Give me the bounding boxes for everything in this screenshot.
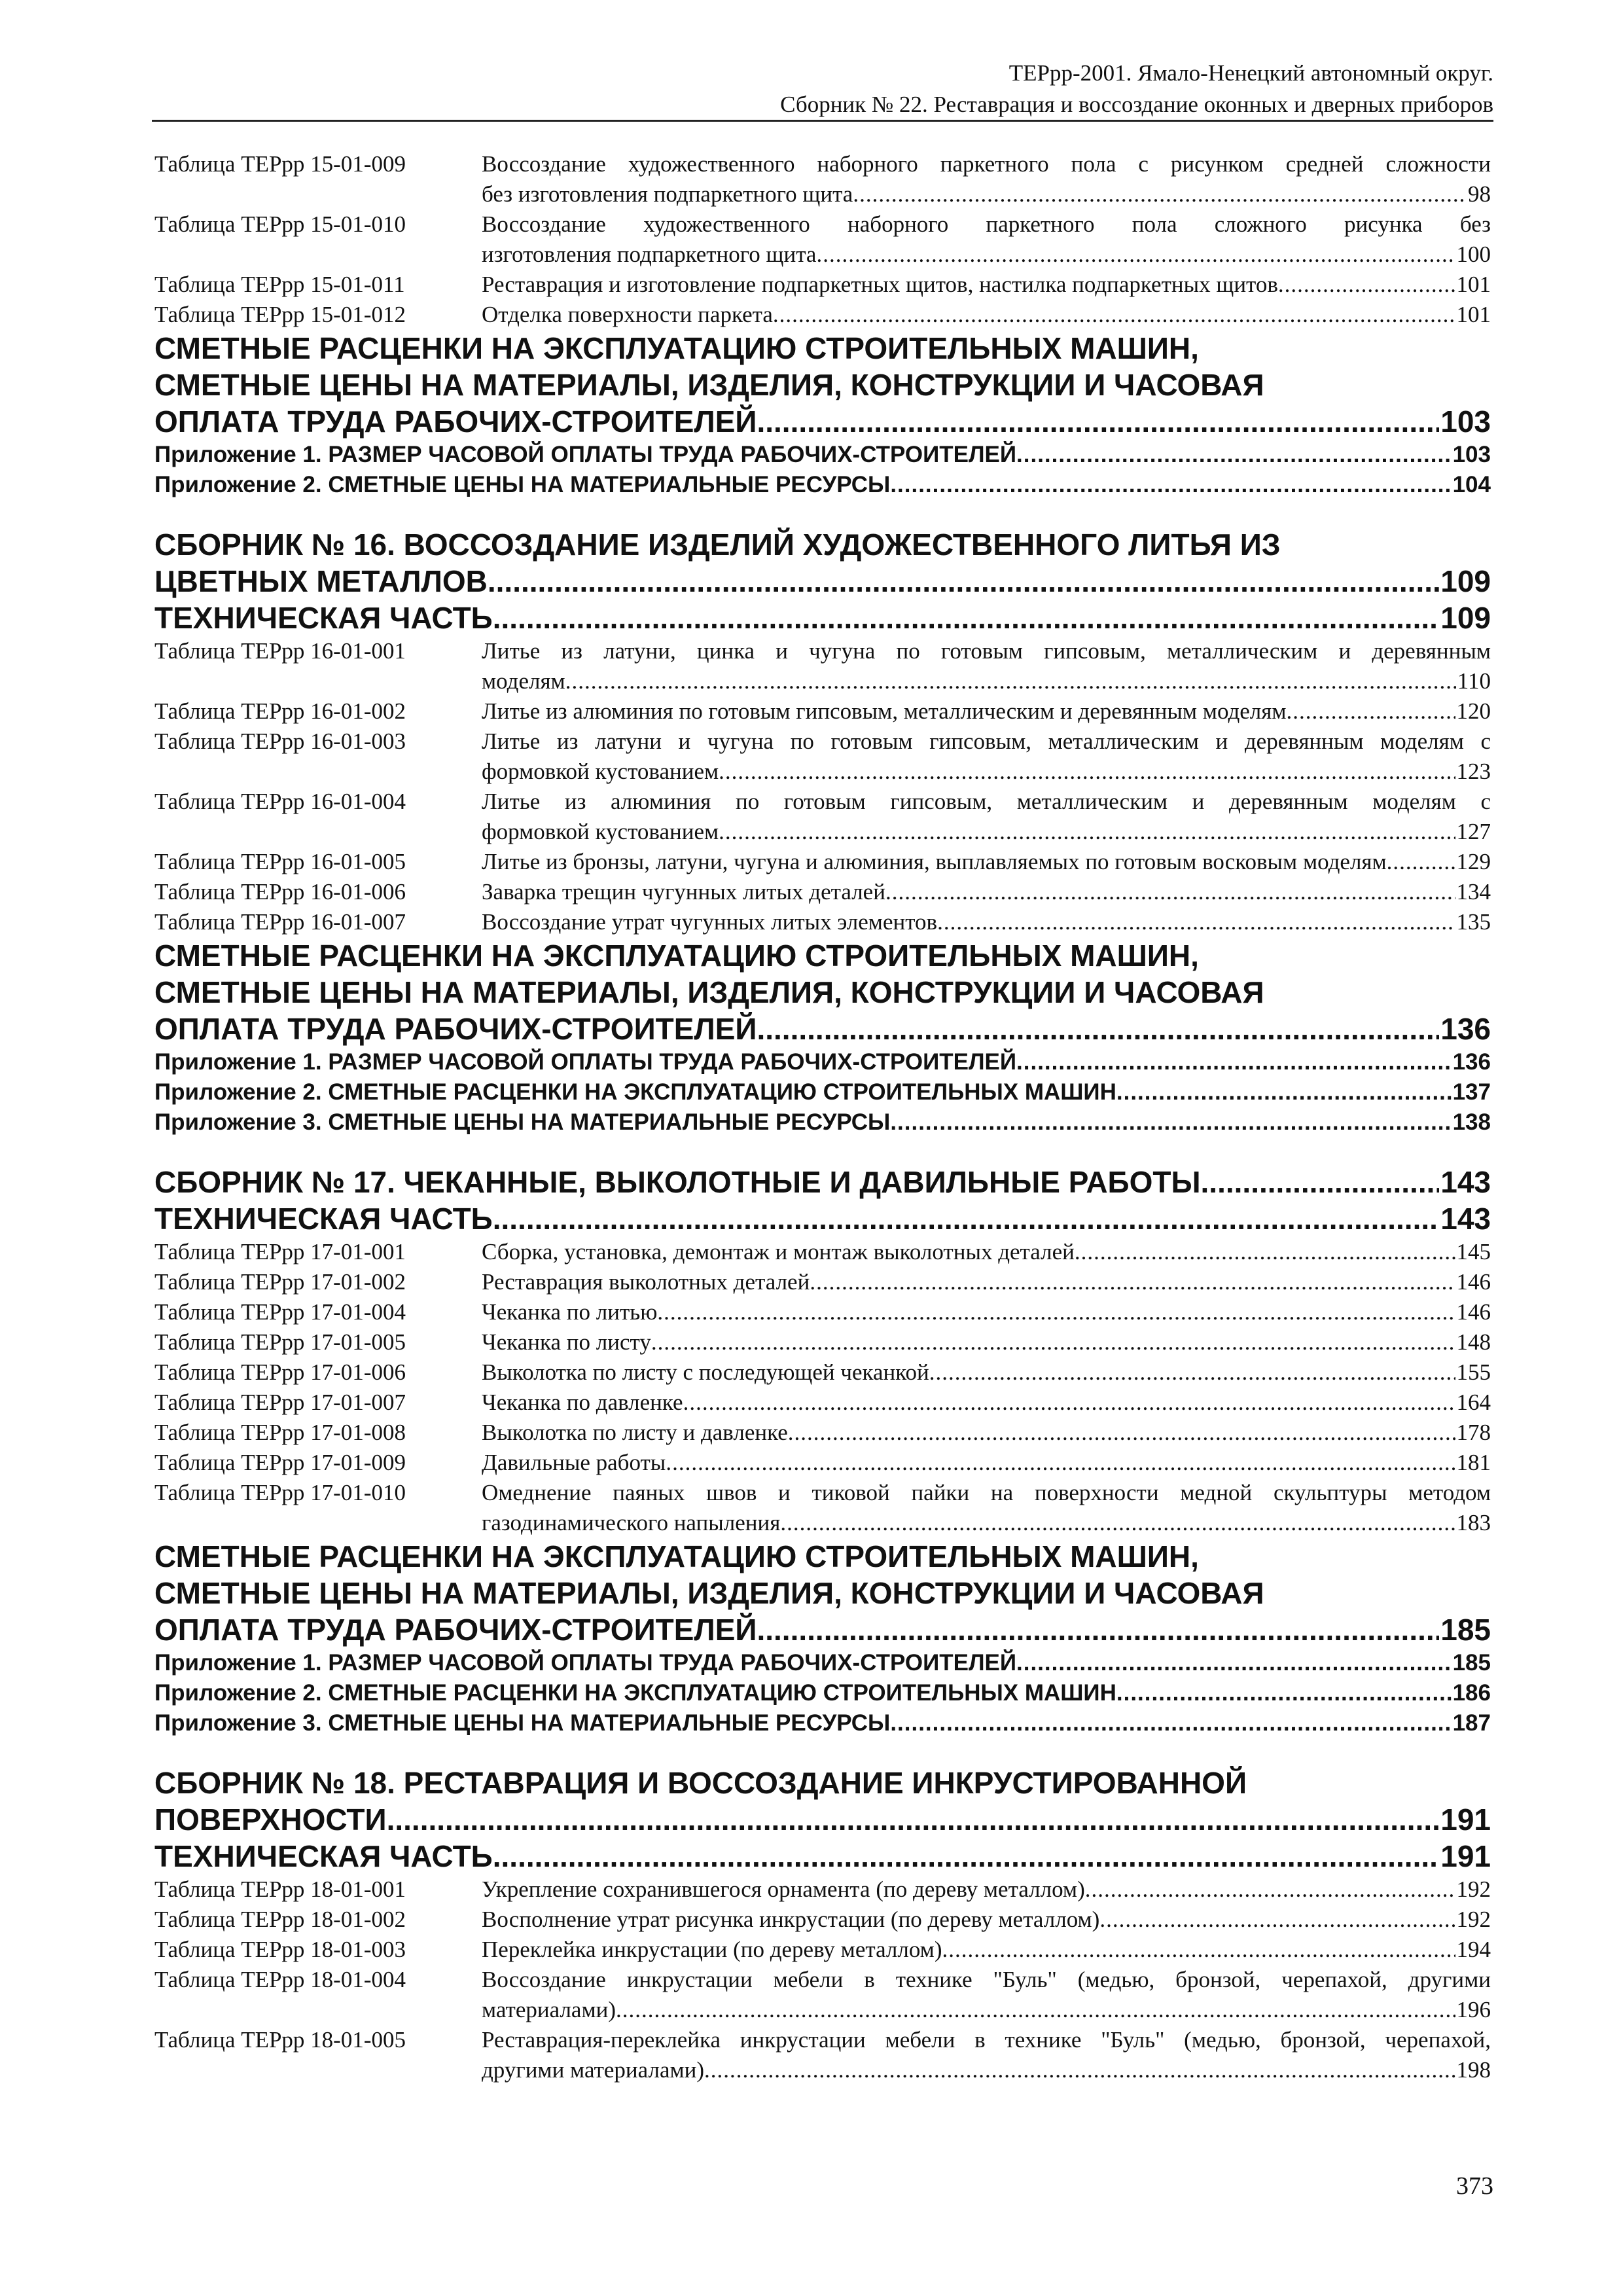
- section-heading-page: 103: [1440, 404, 1491, 439]
- collection-heading-text: ЦВЕТНЫХ МЕТАЛЛОВ: [154, 564, 488, 598]
- table-description: [482, 1237, 1491, 1267]
- table-title-page: 198: [1456, 2057, 1491, 2083]
- dot-leader: [719, 817, 1455, 847]
- table-title-text: Укрепление сохранившегося орнамента (по дереву металлом): [482, 1876, 1085, 1902]
- table-description: [482, 877, 1491, 907]
- appendix[interactable]: [154, 470, 1491, 500]
- table-code: Таблица ТЕРрр 16-01-006: [154, 879, 406, 905]
- toc-table-entry[interactable]: [154, 1297, 1491, 1327]
- dot-leader: [816, 240, 1455, 270]
- appendix-text: Приложение 1. РАЗМЕР ЧАСОВОЙ ОПЛАТЫ ТРУДА РАБОЧИХ-СТРОИТЕЛЕЙ: [154, 442, 1017, 467]
- appendix-page: 104: [1452, 472, 1491, 497]
- toc-table-entry[interactable]: [154, 1478, 1491, 1538]
- appendix-page: 186: [1452, 1680, 1491, 1706]
- dot-leader: [1099, 1905, 1455, 1935]
- table-description: [482, 1357, 1491, 1388]
- table-title-page: 98: [1468, 181, 1491, 207]
- appendix-text: Приложение 3. СМЕТНЫЕ ЦЕНЫ НА МАТЕРИАЛЬНЫЕ РЕСУРСЫ: [154, 1109, 891, 1135]
- dot-leader: [1116, 1077, 1452, 1107]
- table-title-page: 134: [1456, 879, 1491, 905]
- table-code: Таблица ТЕРрр 17-01-002: [154, 1269, 406, 1295]
- section-spacer: [154, 1738, 1491, 1765]
- table-title-text: моделям: [482, 668, 565, 694]
- collection-heading-page: 109: [1440, 564, 1491, 598]
- table-description: [482, 696, 1491, 726]
- section-heading-estimates: [154, 330, 1491, 440]
- table-title-text: Переклейка инкрустации (по дереву металлом): [482, 1937, 942, 1962]
- appendix-entry: [154, 1648, 1491, 1678]
- table-title[interactable]: [482, 1874, 1491, 1905]
- appendix-page: 103: [1452, 442, 1491, 467]
- appendix[interactable]: [154, 1077, 1491, 1107]
- table-title-text: Чеканка по давленке: [482, 1390, 683, 1415]
- technical-part-heading[interactable]: [154, 600, 1491, 636]
- dot-leader: [1016, 1047, 1452, 1077]
- toc-table-entry[interactable]: [154, 877, 1491, 907]
- page-number: 373: [1456, 2172, 1493, 2200]
- appendix-page: 137: [1452, 1079, 1491, 1105]
- table-title-text: Чеканка по литью: [482, 1299, 658, 1325]
- table-description: [482, 1874, 1491, 1905]
- table-of-contents: [154, 149, 1491, 2085]
- section-heading-line: СМЕТНЫЕ ЦЕНЫ НА МАТЕРИАЛЫ, ИЗДЕЛИЯ, КОНСТРУКЦИИ И ЧАСОВАЯ: [154, 1576, 1264, 1610]
- collection-heading-text: СБОРНИК № 17. ЧЕКАННЫЕ, ВЫКОЛОТНЫЕ И ДАВИЛЬНЫЕ РАБОТЫ: [154, 1165, 1201, 1199]
- appendix-page: 136: [1452, 1049, 1491, 1075]
- table-description: [482, 726, 1491, 787]
- dot-leader: [1387, 847, 1455, 877]
- table-description: [482, 907, 1491, 937]
- section-heading[interactable]: [154, 1011, 1491, 1047]
- table-title-text: Реставрация и изготовление подпаркетных щитов, настилка подпаркетных щитов: [482, 272, 1278, 297]
- table-title-page: 196: [1456, 1997, 1491, 2022]
- table-code: Таблица ТЕРрр 15-01-011: [154, 272, 405, 297]
- table-code: Таблица ТЕРрр 16-01-003: [154, 728, 406, 754]
- table-title-page: 101: [1456, 302, 1491, 327]
- toc-table-entry[interactable]: [154, 1267, 1491, 1297]
- technical-part-heading: [154, 1838, 1491, 1874]
- table-code: Таблица ТЕРрр 17-01-008: [154, 1420, 406, 1445]
- table-title-page: 146: [1456, 1299, 1491, 1325]
- dot-leader: [780, 1508, 1455, 1538]
- section-heading-text: ОПЛАТА ТРУДА РАБОЧИХ-СТРОИТЕЛЕЙ: [154, 1613, 757, 1647]
- appendix-entry: [154, 1107, 1491, 1138]
- technical-part-heading-page: 143: [1440, 1202, 1491, 1236]
- appendix-page: 187: [1452, 1710, 1491, 1736]
- table-title-page: 135: [1456, 909, 1491, 935]
- dot-leader: [788, 1418, 1455, 1448]
- table-code: Таблица ТЕРрр 17-01-005: [154, 1329, 406, 1355]
- dot-leader: [1016, 1648, 1452, 1678]
- dot-leader: [942, 1935, 1455, 1965]
- table-title-page: 101: [1456, 272, 1491, 297]
- section-spacer: [154, 1138, 1491, 1164]
- dot-leader: [810, 1267, 1455, 1297]
- section-heading-estimates: [154, 1538, 1491, 1648]
- dot-leader: [666, 1448, 1455, 1478]
- table-title[interactable]: [482, 877, 1491, 907]
- appendix[interactable]: [154, 1107, 1491, 1138]
- appendix-text: Приложение 3. СМЕТНЫЕ ЦЕНЫ НА МАТЕРИАЛЬНЫЕ РЕСУРСЫ: [154, 1710, 891, 1736]
- table-code: Таблица ТЕРрр 17-01-001: [154, 1239, 406, 1265]
- table-title-text: Литье из алюминия по готовым гипсовым, металлическим и деревянным моделям: [482, 698, 1287, 724]
- technical-part-heading-page: 109: [1440, 601, 1491, 635]
- dot-leader: [616, 1995, 1455, 2025]
- table-description: [482, 1478, 1491, 1538]
- collection-heading-page: 143: [1440, 1165, 1491, 1199]
- dot-leader: [757, 1011, 1439, 1047]
- table-title-text: Заварка трещин чугунных литых деталей: [482, 879, 885, 905]
- table-title-text: Давильные работы: [482, 1450, 666, 1475]
- table-description: [482, 300, 1491, 330]
- table-title-page: 100: [1456, 242, 1491, 267]
- table-title-page: 181: [1456, 1450, 1491, 1475]
- technical-part-heading-text: ТЕХНИЧЕСКАЯ ЧАСТЬ: [154, 1202, 493, 1236]
- dot-leader: [719, 757, 1455, 787]
- table-code: Таблица ТЕРрр 15-01-009: [154, 151, 406, 177]
- section-heading-line: СМЕТНЫЕ РАСЦЕНКИ НА ЭКСПЛУАТАЦИЮ СТРОИТЕЛЬНЫХ МАШИН,: [154, 331, 1199, 365]
- table-title[interactable]: [482, 666, 1491, 696]
- dot-leader: [683, 1388, 1455, 1418]
- running-header-line2: Сборник № 22. Реставрация и воссоздание оконных и дверных приборов: [780, 92, 1493, 117]
- dot-leader: [773, 300, 1455, 330]
- table-title-page: 145: [1456, 1239, 1491, 1265]
- table-code: Таблица ТЕРрр 18-01-002: [154, 1907, 406, 1932]
- appendix-entry: [154, 1708, 1491, 1738]
- dot-leader: [651, 1327, 1455, 1357]
- appendix-text: Приложение 2. СМЕТНЫЕ РАСЦЕНКИ НА ЭКСПЛУАТАЦИЮ СТРОИТЕЛЬНЫХ МАШИН: [154, 1680, 1116, 1706]
- toc-table-entry[interactable]: [154, 1935, 1491, 1965]
- table-description: [482, 270, 1491, 300]
- dot-leader: [565, 666, 1456, 696]
- table-title[interactable]: [482, 300, 1491, 330]
- toc-table-entry[interactable]: [154, 1327, 1491, 1357]
- section-heading-text: ОПЛАТА ТРУДА РАБОЧИХ-СТРОИТЕЛЕЙ: [154, 1012, 757, 1046]
- appendix[interactable]: [154, 1678, 1491, 1708]
- appendix-entry: [154, 1047, 1491, 1077]
- table-title-text: материалами): [482, 1997, 616, 2022]
- table-description: [482, 1297, 1491, 1327]
- dot-leader: [704, 2055, 1455, 2085]
- section-heading-page: 185: [1440, 1613, 1491, 1647]
- table-description: [482, 1448, 1491, 1478]
- table-title-text: Сборка, установка, демонтаж и монтаж выколотных деталей: [482, 1239, 1075, 1265]
- dot-leader: [1201, 1164, 1440, 1200]
- dot-leader: [493, 1200, 1440, 1237]
- technical-part-heading[interactable]: [154, 1838, 1491, 1874]
- appendix-page: 138: [1452, 1109, 1491, 1135]
- collection-heading-text: ПОВЕРХНОСТИ: [154, 1803, 387, 1837]
- collection-heading: [154, 526, 1491, 600]
- dot-leader: [890, 470, 1451, 500]
- technical-part-heading-page: 191: [1440, 1839, 1491, 1873]
- section-heading[interactable]: [154, 1611, 1491, 1648]
- appendix[interactable]: [154, 1708, 1491, 1738]
- table-code: Таблица ТЕРрр 17-01-006: [154, 1359, 406, 1385]
- table-code: Таблица ТЕРрр 16-01-001: [154, 638, 406, 664]
- dot-leader: [757, 1611, 1439, 1648]
- table-code: Таблица ТЕРрр 15-01-012: [154, 302, 406, 327]
- table-title[interactable]: [482, 240, 1491, 270]
- table-description: [482, 1327, 1491, 1357]
- appendix-text: Приложение 2. СМЕТНЫЕ РАСЦЕНКИ НА ЭКСПЛУАТАЦИЮ СТРОИТЕЛЬНЫХ МАШИН: [154, 1079, 1116, 1105]
- table-title-text: газодинамического напыления: [482, 1510, 781, 1535]
- appendix[interactable]: [154, 1047, 1491, 1077]
- appendix-entry: [154, 1077, 1491, 1107]
- table-title-text: Восполнение утрат рисунка инкрустации (по дереву металлом): [482, 1907, 1100, 1932]
- toc-table-entry[interactable]: [154, 149, 1491, 209]
- section-spacer: [154, 500, 1491, 526]
- dot-leader: [757, 403, 1439, 440]
- collection-heading-line: СБОРНИК № 16. ВОССОЗДАНИЕ ИЗДЕЛИЙ ХУДОЖЕСТВЕННОГО ЛИТЬЯ ИЗ: [154, 528, 1281, 562]
- section-heading-text: ОПЛАТА ТРУДА РАБОЧИХ-СТРОИТЕЛЕЙ: [154, 404, 757, 439]
- section-heading-line: СМЕТНЫЕ ЦЕНЫ НА МАТЕРИАЛЫ, ИЗДЕЛИЯ, КОНСТРУКЦИИ И ЧАСОВАЯ: [154, 975, 1264, 1009]
- table-code: Таблица ТЕРрр 18-01-004: [154, 1967, 406, 1992]
- table-title[interactable]: [482, 1267, 1491, 1297]
- table-title[interactable]: [482, 696, 1491, 726]
- appendix-text: Приложение 2. СМЕТНЫЕ ЦЕНЫ НА МАТЕРИАЛЬНЫЕ РЕСУРСЫ: [154, 472, 891, 497]
- dot-leader: [657, 1297, 1455, 1327]
- toc-table-entry[interactable]: [154, 300, 1491, 330]
- table-title-text: Реставрация выколотных деталей: [482, 1269, 810, 1295]
- appendix-entry: [154, 440, 1491, 470]
- table-title-page: 146: [1456, 1269, 1491, 1295]
- table-description: [482, 1418, 1491, 1448]
- collection-heading-page: 191: [1440, 1803, 1491, 1837]
- table-title[interactable]: [482, 847, 1491, 877]
- table-description: [482, 1388, 1491, 1418]
- collection-heading: [154, 1765, 1491, 1838]
- table-description: [482, 1267, 1491, 1297]
- table-title-page: 192: [1456, 1907, 1491, 1932]
- collection-heading[interactable]: [154, 563, 1491, 600]
- table-code: Таблица ТЕРрр 18-01-003: [154, 1937, 406, 1962]
- technical-part-heading-text: ТЕХНИЧЕСКАЯ ЧАСТЬ: [154, 1839, 493, 1873]
- appendix-page: 185: [1452, 1650, 1491, 1676]
- table-title[interactable]: [482, 1418, 1491, 1448]
- appendix-entry: [154, 1678, 1491, 1708]
- table-title-text: другими материалами): [482, 2057, 705, 2083]
- table-title-line: Воссоздание художественного наборного паркетного пола с рисунком средней сложности: [482, 151, 1491, 177]
- toc-table-entry[interactable]: [154, 1965, 1491, 2025]
- table-title-page: 127: [1456, 819, 1491, 844]
- appendix[interactable]: [154, 440, 1491, 470]
- dot-leader: [1075, 1237, 1455, 1267]
- table-code: Таблица ТЕРрр 18-01-005: [154, 2027, 406, 2053]
- toc-table-entry[interactable]: [154, 847, 1491, 877]
- table-title[interactable]: [482, 1995, 1491, 2025]
- table-title-line: Литье из латуни, цинка и чугуна по готовым гипсовым, металлическим и деревянным: [482, 638, 1491, 664]
- toc-table-entry[interactable]: [154, 696, 1491, 726]
- appendix-text: Приложение 1. РАЗМЕР ЧАСОВОЙ ОПЛАТЫ ТРУДА РАБОЧИХ-СТРОИТЕЛЕЙ: [154, 1049, 1017, 1075]
- dot-leader: [1287, 696, 1455, 726]
- table-title-text: формовкой кустованием: [482, 759, 719, 784]
- section-heading-line: СМЕТНЫЕ ЦЕНЫ НА МАТЕРИАЛЫ, ИЗДЕЛИЯ, КОНСТРУКЦИИ И ЧАСОВАЯ: [154, 368, 1264, 402]
- table-description: [482, 1965, 1491, 2025]
- table-title-page: 194: [1456, 1937, 1491, 1962]
- dot-leader: [493, 1838, 1440, 1874]
- table-title[interactable]: [482, 1935, 1491, 1965]
- table-title-text: без изготовления подпаркетного щита: [482, 181, 853, 207]
- table-title-text: Выколотка по листу и давленке: [482, 1420, 788, 1445]
- table-title[interactable]: [482, 1357, 1491, 1388]
- toc-table-entry[interactable]: [154, 1418, 1491, 1448]
- table-title-page: 129: [1456, 849, 1491, 874]
- toc-table-entry[interactable]: [154, 787, 1491, 847]
- toc-table-entry[interactable]: [154, 636, 1491, 696]
- table-title-text: Чеканка по листу: [482, 1329, 651, 1355]
- dot-leader: [1278, 270, 1455, 300]
- dot-leader: [1085, 1874, 1455, 1905]
- technical-part-heading-text: ТЕХНИЧЕСКАЯ ЧАСТЬ: [154, 601, 493, 635]
- table-code: Таблица ТЕРрр 16-01-002: [154, 698, 406, 724]
- dot-leader: [387, 1801, 1440, 1838]
- table-code: Таблица ТЕРрр 17-01-007: [154, 1390, 406, 1415]
- table-description: [482, 2025, 1491, 2085]
- table-title[interactable]: [482, 907, 1491, 937]
- dot-leader: [890, 1708, 1451, 1738]
- table-code: Таблица ТЕРрр 17-01-010: [154, 1480, 406, 1505]
- table-title-line: Омеднение паяных швов и тиковой пайки на поверхности медной скульптуры методом: [482, 1480, 1491, 1505]
- table-title-page: 148: [1456, 1329, 1491, 1355]
- table-code: Таблица ТЕРрр 15-01-010: [154, 211, 406, 237]
- toc-table-entry[interactable]: [154, 1357, 1491, 1388]
- dot-leader: [929, 1357, 1455, 1388]
- table-title[interactable]: [482, 1327, 1491, 1357]
- table-description: [482, 149, 1491, 209]
- section-heading[interactable]: [154, 403, 1491, 440]
- table-title-page: 178: [1456, 1420, 1491, 1445]
- toc-table-entry[interactable]: [154, 209, 1491, 270]
- table-title[interactable]: [482, 1388, 1491, 1418]
- toc-table-entry[interactable]: [154, 1448, 1491, 1478]
- toc-table-entry[interactable]: [154, 726, 1491, 787]
- table-title-line: Воссоздание инкрустации мебели в технике "Буль" (медью, бронзой, черепахой, другими: [482, 1967, 1491, 1992]
- table-code: Таблица ТЕРрр 17-01-009: [154, 1450, 406, 1475]
- table-title-text: Литье из бронзы, латуни, чугуна и алюминия, выплавляемых по готовым восковым моделям: [482, 849, 1387, 874]
- dot-leader: [885, 877, 1455, 907]
- table-title[interactable]: [482, 270, 1491, 300]
- table-title-text: Отделка поверхности паркета: [482, 302, 773, 327]
- table-title[interactable]: [482, 1448, 1491, 1478]
- toc-table-entry[interactable]: [154, 1905, 1491, 1935]
- table-title-text: Воссоздание утрат чугунных литых элементов: [482, 909, 938, 935]
- table-title-line: Реставрация-переклейка инкрустации мебели в технике "Буль" (медью, бронзой, черепахой,: [482, 2027, 1491, 2053]
- appendix[interactable]: [154, 1648, 1491, 1678]
- table-description: [482, 847, 1491, 877]
- dot-leader: [890, 1107, 1451, 1138]
- dot-leader: [937, 907, 1455, 937]
- dot-leader: [1016, 440, 1452, 470]
- header-rule: [152, 120, 1493, 122]
- table-title[interactable]: [482, 1508, 1491, 1538]
- table-code: Таблица ТЕРрр 16-01-005: [154, 849, 406, 874]
- toc-table-entry[interactable]: [154, 270, 1491, 300]
- table-title[interactable]: [482, 2055, 1491, 2085]
- table-description: [482, 1905, 1491, 1935]
- appendix-text: Приложение 1. РАЗМЕР ЧАСОВОЙ ОПЛАТЫ ТРУДА РАБОЧИХ-СТРОИТЕЛЕЙ: [154, 1650, 1017, 1676]
- table-code: Таблица ТЕРрр 18-01-001: [154, 1876, 406, 1902]
- toc-table-entry[interactable]: [154, 1388, 1491, 1418]
- table-title[interactable]: [482, 817, 1491, 847]
- toc-table-entry[interactable]: [154, 2025, 1491, 2085]
- table-code: Таблица ТЕРрр 17-01-004: [154, 1299, 406, 1325]
- collection-heading: [154, 1164, 1491, 1200]
- table-title[interactable]: [482, 1905, 1491, 1935]
- table-title[interactable]: [482, 757, 1491, 787]
- table-title-page: 155: [1456, 1359, 1491, 1385]
- table-code: Таблица ТЕРрр 16-01-004: [154, 789, 406, 814]
- table-title-text: Выколотка по листу с последующей чеканкой: [482, 1359, 929, 1385]
- toc-table-entry[interactable]: [154, 907, 1491, 937]
- table-description: [482, 209, 1491, 270]
- table-description: [482, 787, 1491, 847]
- dot-leader: [488, 563, 1439, 600]
- table-description: [482, 636, 1491, 696]
- technical-part-heading: [154, 600, 1491, 636]
- table-title[interactable]: [482, 1237, 1491, 1267]
- table-title-text: изготовления подпаркетного щита: [482, 242, 817, 267]
- section-heading-line: СМЕТНЫЕ РАСЦЕНКИ НА ЭКСПЛУАТАЦИЮ СТРОИТЕЛЬНЫХ МАШИН,: [154, 1539, 1199, 1573]
- running-header-line1: ТЕРрр-2001. Ямало-Ненецкий автономный округ.: [1008, 60, 1493, 86]
- collection-heading[interactable]: [154, 1801, 1491, 1838]
- dot-leader: [493, 600, 1440, 636]
- table-title-page: 192: [1456, 1876, 1491, 1902]
- table-title-line: Воссоздание художественного наборного паркетного пола сложного рисунка без: [482, 211, 1491, 237]
- table-title-page: 110: [1457, 668, 1491, 694]
- section-heading-page: 136: [1440, 1012, 1491, 1046]
- table-title-page: 123: [1456, 759, 1491, 784]
- table-title[interactable]: [482, 1297, 1491, 1327]
- table-title[interactable]: [482, 179, 1491, 209]
- appendix-entry: [154, 470, 1491, 500]
- technical-part-heading[interactable]: [154, 1200, 1491, 1237]
- collection-heading-line: СБОРНИК № 18. РЕСТАВРАЦИЯ И ВОССОЗДАНИЕ ИНКРУСТИРОВАННОЙ: [154, 1766, 1247, 1800]
- toc-table-entry[interactable]: [154, 1237, 1491, 1267]
- table-code: Таблица ТЕРрр 16-01-007: [154, 909, 406, 935]
- table-title-line: Литье из латуни и чугуна по готовым гипсовым, металлическим и деревянным моделям с: [482, 728, 1491, 754]
- toc-table-entry[interactable]: [154, 1874, 1491, 1905]
- table-title-page: 120: [1456, 698, 1491, 724]
- table-title-text: формовкой кустованием: [482, 819, 719, 844]
- dot-leader: [1116, 1678, 1452, 1708]
- dot-leader: [853, 179, 1467, 209]
- table-title-page: 183: [1456, 1510, 1491, 1535]
- section-heading-estimates: [154, 937, 1491, 1047]
- table-title-line: Литье из алюминия по готовым гипсовым, металлическим и деревянным моделям с: [482, 789, 1491, 814]
- section-heading-line: СМЕТНЫЕ РАСЦЕНКИ НА ЭКСПЛУАТАЦИЮ СТРОИТЕЛЬНЫХ МАШИН,: [154, 939, 1199, 973]
- table-title-page: 164: [1456, 1390, 1491, 1415]
- technical-part-heading: [154, 1200, 1491, 1237]
- table-description: [482, 1935, 1491, 1965]
- collection-heading[interactable]: [154, 1164, 1491, 1200]
